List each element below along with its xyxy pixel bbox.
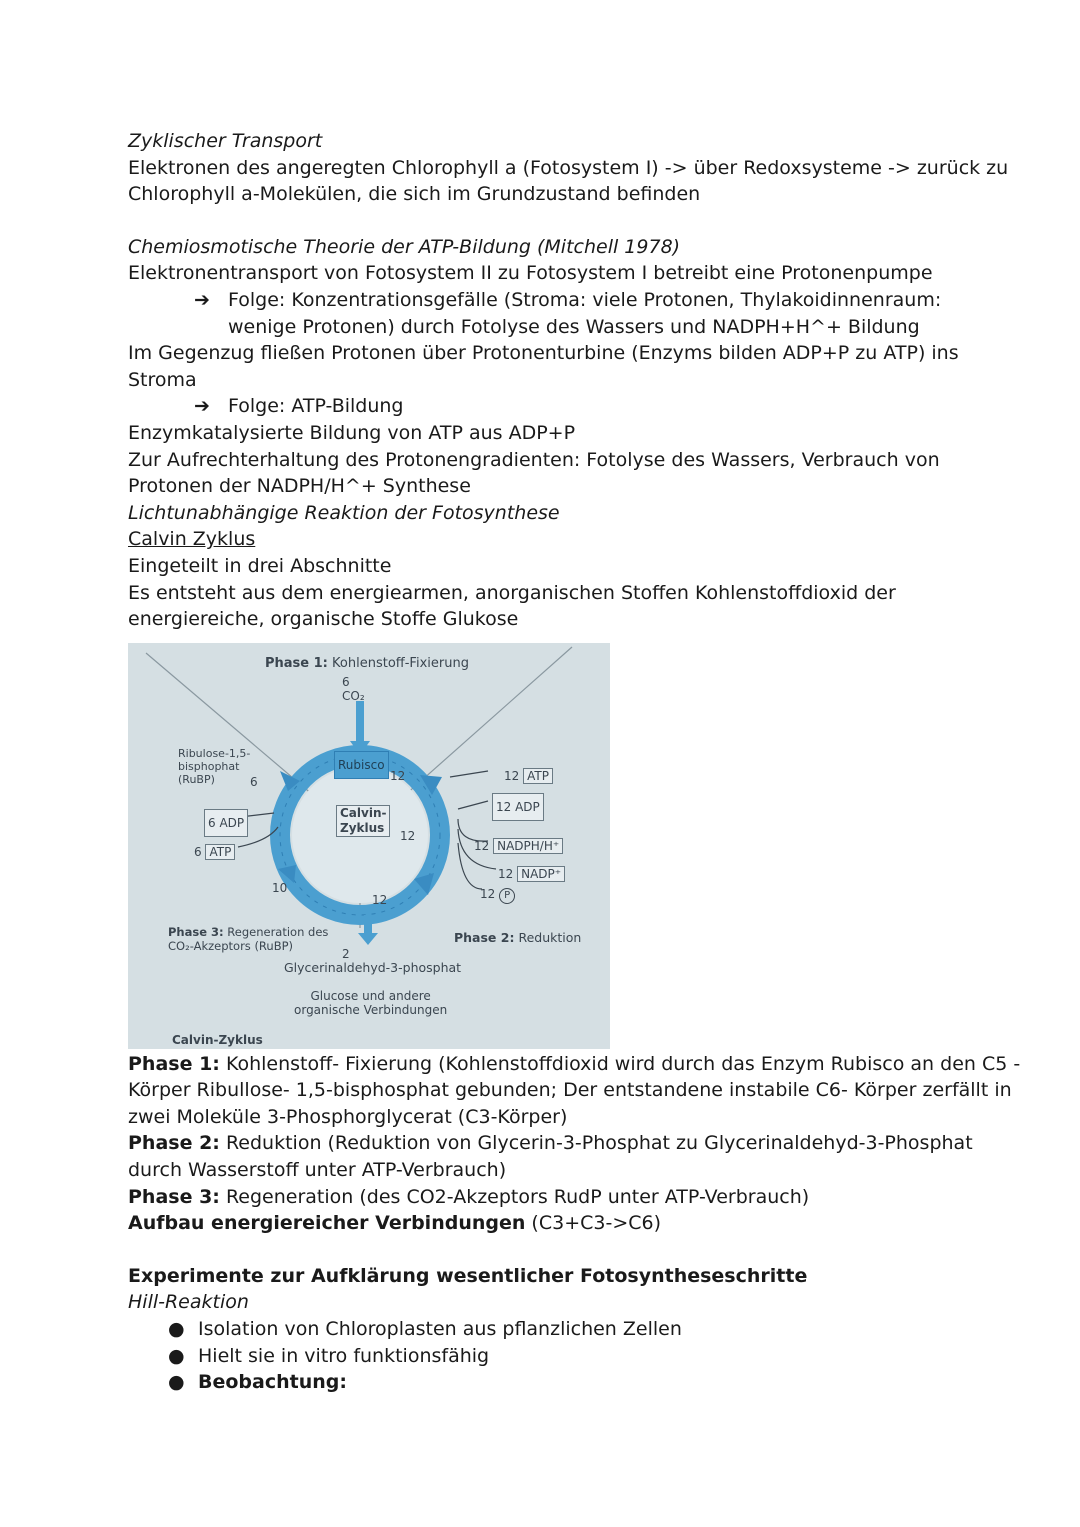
bullet-icon: ● (168, 1371, 185, 1394)
atp-12-box: ATP (523, 768, 553, 784)
phase-text: Regeneration (des CO2-Akzeptors RudP unter ATP-Verbrauch) (219, 1185, 810, 1208)
consequence-item (128, 287, 958, 340)
nadp-count: 12 (498, 866, 514, 881)
list-item (128, 1343, 958, 1370)
nadph-count: 12 (474, 838, 490, 853)
phase2-paragraph (128, 1130, 973, 1157)
consequence-text: Folge: Konzentrationsgefälle (Stroma: viele Protonen, Thylakoidinnenraum: (228, 288, 942, 311)
atp-6-count: 6 (194, 844, 202, 859)
adp-12-box: 12 ADP (492, 793, 544, 822)
aufbau-paragraph (128, 1210, 958, 1237)
paragraph-line: Elektronen des angeregten Chlorophyll a (Fotosystem I) -> über Redoxsysteme -> zurück zu (128, 156, 1009, 179)
atp-6-box: ATP (205, 844, 235, 860)
subheading-lichtunabhaengige-reaktion: Lichtunabhängige Reaktion der Fotosynthese (128, 501, 560, 524)
consequence-item (128, 393, 958, 420)
paragraph-line: Körper Ribullose- 1,5-bisphosphat gebunden; Der entstandene instabile C6- Körper zerfällt in (128, 1079, 1012, 1102)
phase3-text: CO₂-Akzeptors (RuBP) (168, 938, 294, 953)
phase3-label: Phase 3: (168, 924, 224, 939)
rubisco-label: Rubisco (334, 751, 389, 780)
paragraph-line: Im Gegenzug fließen Protonen über Protonenturbine (Enzyms bilden ADP+P zu ATP) ins (128, 342, 959, 365)
atp-6 (194, 839, 235, 866)
arrow-icon: ➔ (194, 288, 210, 311)
phase3-title (168, 925, 328, 953)
glucose-line: organische Verbindungen (294, 1002, 448, 1017)
glucose-label (294, 989, 447, 1017)
rubp-line: (RuBP) (178, 772, 215, 786)
phase-label: Phase 1: (128, 1052, 220, 1075)
list-item (128, 1316, 958, 1343)
rubp-count: 6 (250, 774, 258, 789)
bottom-count: 12 (372, 892, 388, 907)
phase-text: Kohlenstoff- Fixierung (Kohlenstoffdioxid wird durch das Enzym Rubisco an den C5 - (219, 1052, 1021, 1075)
document-page (128, 128, 1021, 1396)
phase1-title (265, 651, 469, 678)
phase3-paragraph (128, 1184, 958, 1211)
heading-chemiosmotische-theorie: Chemiosmotische Theorie der ATP-Bildung (Mitchell 1978) (128, 235, 681, 258)
phase2-title (454, 925, 581, 952)
phase2-text: Reduktion (518, 929, 582, 945)
paragraph-line: Eingeteilt in drei Abschnitte (128, 554, 392, 577)
list-item-text: Isolation von Chloroplasten aus pflanzlichen Zellen (198, 1318, 682, 1341)
paragraph-line: zwei Moleküle 3-Phosphorglycerat (C3-Körper) (128, 1105, 568, 1128)
aufbau-text: (C3+C3->C6) (525, 1212, 662, 1235)
nadph-box: NADPH/H⁺ (493, 838, 563, 854)
paragraph-line: Protonen der NADPH/H^+ Synthese (128, 475, 471, 498)
phase1-paragraph (128, 1051, 1021, 1078)
rubp-line: bisphophat (178, 759, 240, 773)
phase-label: Phase 3: (128, 1185, 220, 1208)
co2-label: CO₂ (342, 688, 365, 703)
rubp-label (178, 747, 250, 786)
nadph (474, 833, 563, 860)
calvin-cycle-figure (128, 643, 610, 1049)
list-item-text: Hielt sie in vitro funktionsfähig (198, 1344, 490, 1367)
aufbau-label: Aufbau energiereicher Verbindungen (128, 1212, 526, 1235)
paragraph-line: Es entsteht aus dem energiearmen, anorganischen Stoffen Kohlenstoffdioxid der (128, 581, 896, 604)
paragraph-line: Chlorophyll a-Molekülen, die sich im Grundzustand befinden (128, 183, 701, 206)
paragraph-line: energiereiche, organische Stoffe Glukose (128, 608, 519, 631)
list-item (128, 1369, 958, 1396)
phase3-text: Regeneration des (227, 924, 329, 939)
phase-label: Phase 2: (128, 1132, 220, 1155)
heading-calvin-zyklus: Calvin Zyklus (128, 528, 256, 551)
bullet-icon: ● (168, 1344, 185, 1367)
glucose-line: Glucose und andere (310, 988, 431, 1003)
pi (480, 881, 515, 908)
consequence-text: wenige Protonen) durch Fotolyse des Wassers und NADPH+H^+ Bildung (228, 315, 920, 338)
adp-6-box: 6 ADP (204, 809, 248, 838)
phase1-text: Kohlenstoff-Fixierung (332, 655, 469, 671)
pi-count: 12 (480, 886, 496, 901)
phase-text: Reduktion (Reduktion von Glycerin-3-Phosphat zu Glycerinaldehyd-3-Phosphat (219, 1132, 973, 1155)
phosphate-icon: P (499, 888, 515, 904)
consequence-text: Folge: ATP-Bildung (228, 395, 404, 418)
list-item-text: Beobachtung: (198, 1371, 347, 1394)
paragraph-line: Elektronentransport von Fotosystem II zu Fotosystem I betreibt eine Protonenpumpe (128, 262, 933, 285)
atp-12 (504, 763, 553, 790)
phase2-label: Phase 2: (454, 929, 515, 945)
co2-count: 6 (342, 674, 350, 689)
atp-12-count: 12 (504, 768, 520, 783)
calvin-line: Calvin- (340, 805, 387, 820)
paragraph-line: durch Wasserstoff unter ATP-Verbrauch) (128, 1159, 507, 1182)
g3p-count: 2 (342, 946, 350, 961)
figure-caption: Calvin-Zyklus (172, 1032, 263, 1047)
paragraph-line: Stroma (128, 368, 197, 391)
bullet-icon: ● (168, 1318, 185, 1341)
calvin-zyklus-label (336, 805, 390, 837)
arrow-icon: ➔ (194, 395, 210, 418)
paragraph-line: Zur Aufrechterhaltung des Protonengradienten: Fotolyse des Wassers, Verbrauch von (128, 448, 940, 471)
mid-right-count: 12 (400, 828, 416, 843)
heading-zyklischer-transport: Zyklischer Transport (128, 130, 323, 152)
heading-experimente: Experimente zur Aufklärung wesentlicher Fotosyntheseschritte (128, 1264, 808, 1287)
top-right-count: 12 (390, 768, 406, 783)
rubp-line: Ribulose-1,5- (178, 746, 251, 760)
phase1-label: Phase 1: (265, 655, 328, 671)
subheading-hill-reaktion: Hill-Reaktion (128, 1291, 249, 1314)
left-count: 10 (272, 880, 288, 895)
g3p-label: Glycerinaldehyd-3-phosphat (284, 959, 462, 975)
calvin-line: Zyklus (340, 820, 385, 835)
paragraph-line: Enzymkatalysierte Bildung von ATP aus ADP+P (128, 421, 576, 444)
nadp-box: NADP⁺ (517, 866, 565, 882)
hill-reaction-list (128, 1316, 958, 1396)
